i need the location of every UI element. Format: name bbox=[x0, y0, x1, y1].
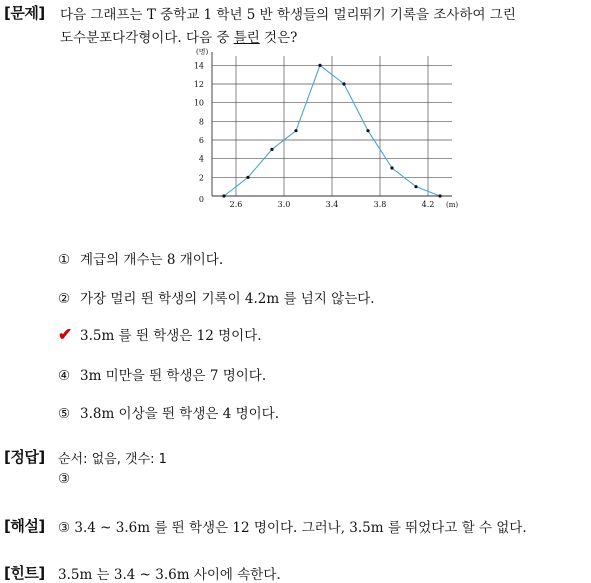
y-tick-label: 8 bbox=[198, 117, 204, 127]
x-tick-label: 3.4 bbox=[325, 200, 339, 209]
option-3[interactable] bbox=[58, 324, 262, 345]
option-2[interactable] bbox=[58, 287, 375, 307]
chart-labels bbox=[194, 47, 459, 209]
option-2-number: ② bbox=[58, 291, 71, 307]
data-point bbox=[366, 129, 369, 132]
y-tick-label: 10 bbox=[193, 98, 204, 108]
explanation-text: ③ 3.4 ~ 3.6m 를 뛴 학생은 12 명이다. 그러나, 3.5m 를 뛰었다고 할 수 없다. bbox=[58, 520, 527, 536]
option-5-number: ⑤ bbox=[58, 406, 71, 422]
option-5[interactable] bbox=[58, 402, 279, 422]
data-point bbox=[318, 64, 321, 67]
chart-grid bbox=[212, 56, 452, 196]
option-4-text: 3m 미만을 뛴 학생은 7 명이다. bbox=[80, 368, 267, 384]
option-2-text: 가장 멀리 뛴 학생의 기록이 4.2m 를 넘지 않는다. bbox=[80, 291, 375, 307]
answer-value: ③ bbox=[58, 471, 71, 487]
x-tick-label: 2.6 bbox=[229, 200, 243, 209]
y-tick-label: 6 bbox=[198, 136, 204, 145]
x-tick-label: 3.0 bbox=[277, 200, 291, 209]
option-1-number: ① bbox=[58, 252, 71, 268]
y-tick-label: 0 bbox=[198, 195, 204, 204]
y-tick-label: 12 bbox=[193, 80, 204, 89]
option-1[interactable] bbox=[58, 248, 223, 268]
data-point bbox=[414, 185, 417, 188]
check-mark-icon: ✔ bbox=[58, 325, 73, 345]
data-point bbox=[438, 194, 441, 197]
option-4[interactable] bbox=[58, 364, 266, 384]
option-1-text: 계급의 개수는 8 개이다. bbox=[80, 252, 224, 268]
y-axis-unit-label: (명) bbox=[196, 48, 209, 56]
problem-text-pre: 도수분포다각형이다. 다음 중 bbox=[60, 30, 234, 46]
hint-tag: [힌트] bbox=[4, 564, 45, 582]
option-3-text: 3.5m 를 뛴 학생은 12 명이다. bbox=[80, 328, 262, 344]
x-axis-unit-label: (m) bbox=[446, 201, 459, 209]
data-point bbox=[294, 129, 297, 132]
answer-meta: 순서: 없음, 갯수: 1 bbox=[58, 452, 167, 467]
y-tick-label: 4 bbox=[198, 154, 204, 164]
data-point bbox=[390, 166, 393, 169]
problem-text-post: 것은? bbox=[259, 30, 298, 46]
x-tick-label: 3.8 bbox=[373, 200, 387, 209]
x-tick-label: 4.2 bbox=[421, 200, 435, 209]
data-point bbox=[342, 82, 345, 85]
problem-text-line1: 다음 그래프는 T 중학교 1 학년 5 반 학생들의 멀리뛰기 기록을 조사하여 그린 bbox=[60, 7, 516, 23]
problem-underlined-word: 틀린 bbox=[233, 30, 260, 46]
frequency-polygon-chart bbox=[190, 46, 470, 216]
problem-text-line2 bbox=[60, 26, 297, 46]
answer-tag: [정답] bbox=[4, 448, 45, 466]
option-4-number: ④ bbox=[58, 368, 71, 384]
data-point bbox=[222, 194, 225, 197]
data-point bbox=[270, 148, 273, 151]
y-tick-label: 14 bbox=[193, 61, 204, 71]
option-5-text: 3.8m 이상을 뛴 학생은 4 명이다. bbox=[80, 406, 280, 422]
explanation-tag: [해설] bbox=[4, 517, 45, 535]
hint-text: 3.5m 는 3.4 ~ 3.6m 사이에 속한다. bbox=[58, 567, 281, 583]
data-point bbox=[246, 176, 249, 179]
problem-tag: [문제] bbox=[4, 4, 45, 22]
y-tick-label: 2 bbox=[198, 173, 204, 183]
